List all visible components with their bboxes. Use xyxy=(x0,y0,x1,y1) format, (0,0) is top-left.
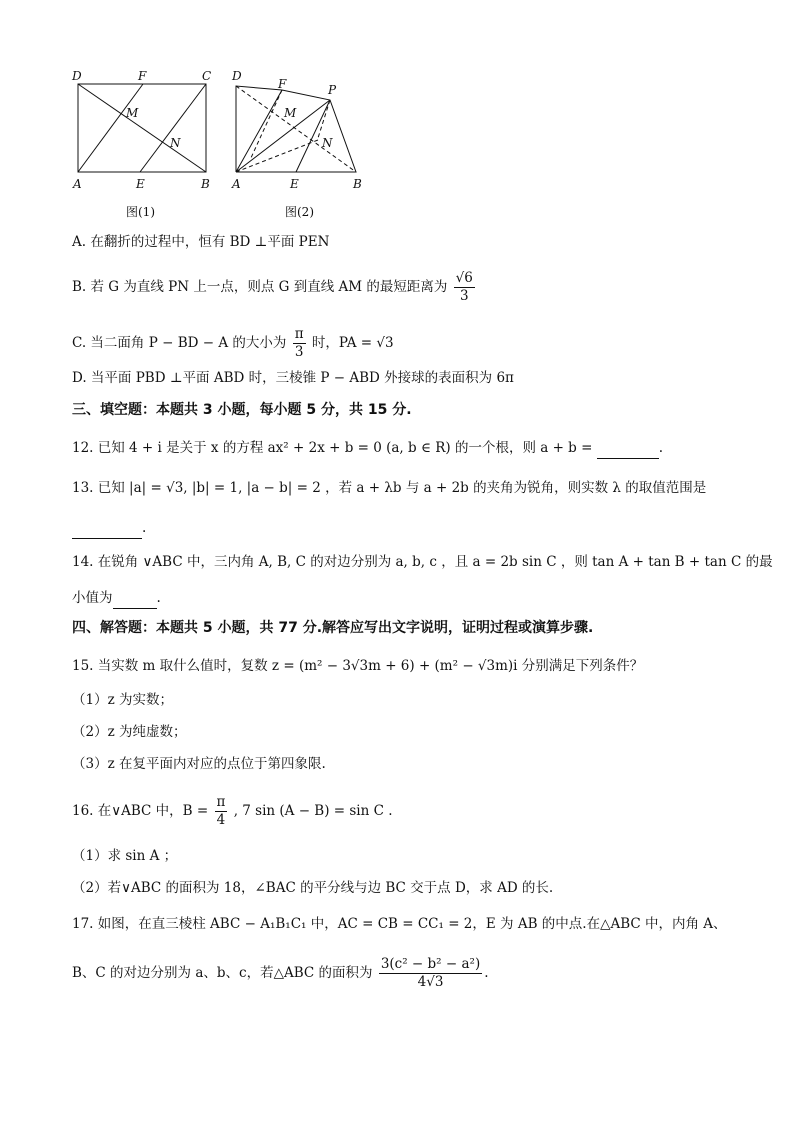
fig2-dashed-an xyxy=(236,140,318,172)
fig1-diagonal-bd xyxy=(78,84,206,172)
question-13: 13. 已知 |a| = √3, |b| = 1, |a − b| = 2 ，若 a + λb 与 a + 2b 的夹角为锐角，则实数 λ 的取值范围是 xyxy=(72,480,707,496)
fig2-caption: 图(2) xyxy=(285,205,314,219)
section-4-heading: 四、解答题：本题共 5 小题，共 77 分.解答应写出文字说明，证明过程或演算步骤. xyxy=(72,620,594,636)
question-17: 17. 如图，在直三棱柱 ABC − A₁B₁C₁ 中，AC = CB = CC₁ = 2，E 为 AB 的中点.在△ABC 中，内角 A、 xyxy=(72,916,727,932)
fig2-dashed-pn xyxy=(318,100,330,138)
question-17-period: . xyxy=(484,965,489,981)
question-14: 14. 在锐角 ∨ABC 中，三内角 A, B, C 的对边分别为 a, b, c ，且 a = 2b sin C ，则 tan A + tan B + tan C 的最 xyxy=(72,554,773,570)
question-17-fraction xyxy=(379,956,482,991)
fig1-label-f: F xyxy=(138,69,147,83)
option-d: D. 当平面 PBD ⊥平面 ABD 时，三棱锥 P − ABD 外接球的表面积为 6π xyxy=(72,370,514,386)
question-15-part2: （2）z 为纯虚数； xyxy=(72,724,187,740)
fig1-label-d: D xyxy=(72,69,82,83)
question-17-denominator: 4√3 xyxy=(417,974,444,990)
option-c-denominator: 3 xyxy=(294,344,304,360)
question-12-period: . xyxy=(658,440,664,456)
option-c-tail: 时，PA = √3 xyxy=(311,335,394,351)
question-17-text2: B、C 的对边分别为 a、b、c，若△ABC 的面积为 xyxy=(72,965,373,981)
option-b-text: B. 若 G 为直线 PN 上一点，则点 G 到直线 AM 的最短距离为 xyxy=(72,279,448,295)
question-16-denominator: 4 xyxy=(216,812,226,828)
question-16-numerator: π xyxy=(216,794,226,810)
option-b-fraction xyxy=(454,270,475,305)
answer-blank-12[interactable] xyxy=(597,438,659,459)
fig1-segment-af xyxy=(78,84,143,172)
fig2-label-d: D xyxy=(232,69,242,83)
option-c-fraction xyxy=(293,326,306,361)
answer-blank-13[interactable] xyxy=(72,518,142,539)
option-b-numerator: √6 xyxy=(455,270,473,286)
option-c xyxy=(72,326,394,361)
fig1-label-c: C xyxy=(202,69,212,83)
question-14-period: . xyxy=(156,590,161,606)
question-16-text: 16. 在∨ABC 中，B = xyxy=(72,803,209,819)
option-b-denominator: 3 xyxy=(459,288,469,304)
section-3-heading: 三、填空题：本题共 3 小题，每小题 5 分，共 15 分. xyxy=(72,402,412,418)
question-17-cont xyxy=(72,956,489,991)
fig1-caption: 图(1) xyxy=(126,205,155,219)
fig2-dashed-db xyxy=(236,86,356,172)
fig2-segment-pa xyxy=(236,100,330,172)
question-15-part3: （3）z 在复平面内对应的点位于第四象限. xyxy=(72,756,326,772)
question-15: 15. 当实数 m 取什么值时，复数 z = (m² − 3√3m + 6) + (m² − √3m)i 分别满足下列条件？ xyxy=(72,658,644,674)
fig2-label-f: F xyxy=(278,77,287,91)
fig1-segment-ec xyxy=(140,84,206,172)
option-c-numerator: π xyxy=(294,326,304,342)
question-16 xyxy=(72,794,393,829)
fig1-label-a: A xyxy=(73,177,82,191)
fig2-label-e: E xyxy=(290,177,299,191)
fig2-label-p: P xyxy=(328,83,337,97)
question-13-period: . xyxy=(142,520,147,536)
question-12 xyxy=(72,438,663,459)
question-15-part1: （1）z 为实数； xyxy=(72,692,173,708)
option-b xyxy=(72,270,477,305)
question-16-part1: （1）求 sin A ； xyxy=(72,848,178,864)
fig2-label-b: B xyxy=(353,177,362,191)
answer-blank-14[interactable] xyxy=(113,588,157,609)
fig2-label-m: M xyxy=(284,106,297,120)
fig1-label-n: N xyxy=(170,136,181,150)
question-16-part2: （2）若∨ABC 的面积为 18，∠BAC 的平分线与边 BC 交于点 D，求 AD 的长. xyxy=(72,880,554,896)
option-a: A. 在翻折的过程中，恒有 BD ⊥平面 PEN xyxy=(72,234,330,250)
option-c-text: C. 当二面角 P − BD − A 的大小为 xyxy=(72,335,287,351)
fig1-label-m: M xyxy=(126,106,139,120)
fig2-label-n: N xyxy=(322,136,333,150)
question-14-cont xyxy=(72,588,161,609)
question-17-numerator: 3(c² − b² − a²) xyxy=(380,956,481,972)
geometry-figure xyxy=(60,60,380,225)
question-16-fraction xyxy=(215,794,228,829)
question-13-cont xyxy=(72,518,146,539)
question-14-text2: 小值为 xyxy=(72,590,113,606)
question-12-text: 12. 已知 4 + i 是关于 x 的方程 ax² + 2x + b = 0 (a, b ∈ R) 的一个根，则 a + b = xyxy=(72,440,593,456)
fig2-label-a: A xyxy=(232,177,241,191)
fig1-label-e: E xyxy=(136,177,145,191)
fig1-label-b: B xyxy=(201,177,210,191)
question-16-tail: , 7 sin (A − B) = sin C . xyxy=(233,803,393,819)
